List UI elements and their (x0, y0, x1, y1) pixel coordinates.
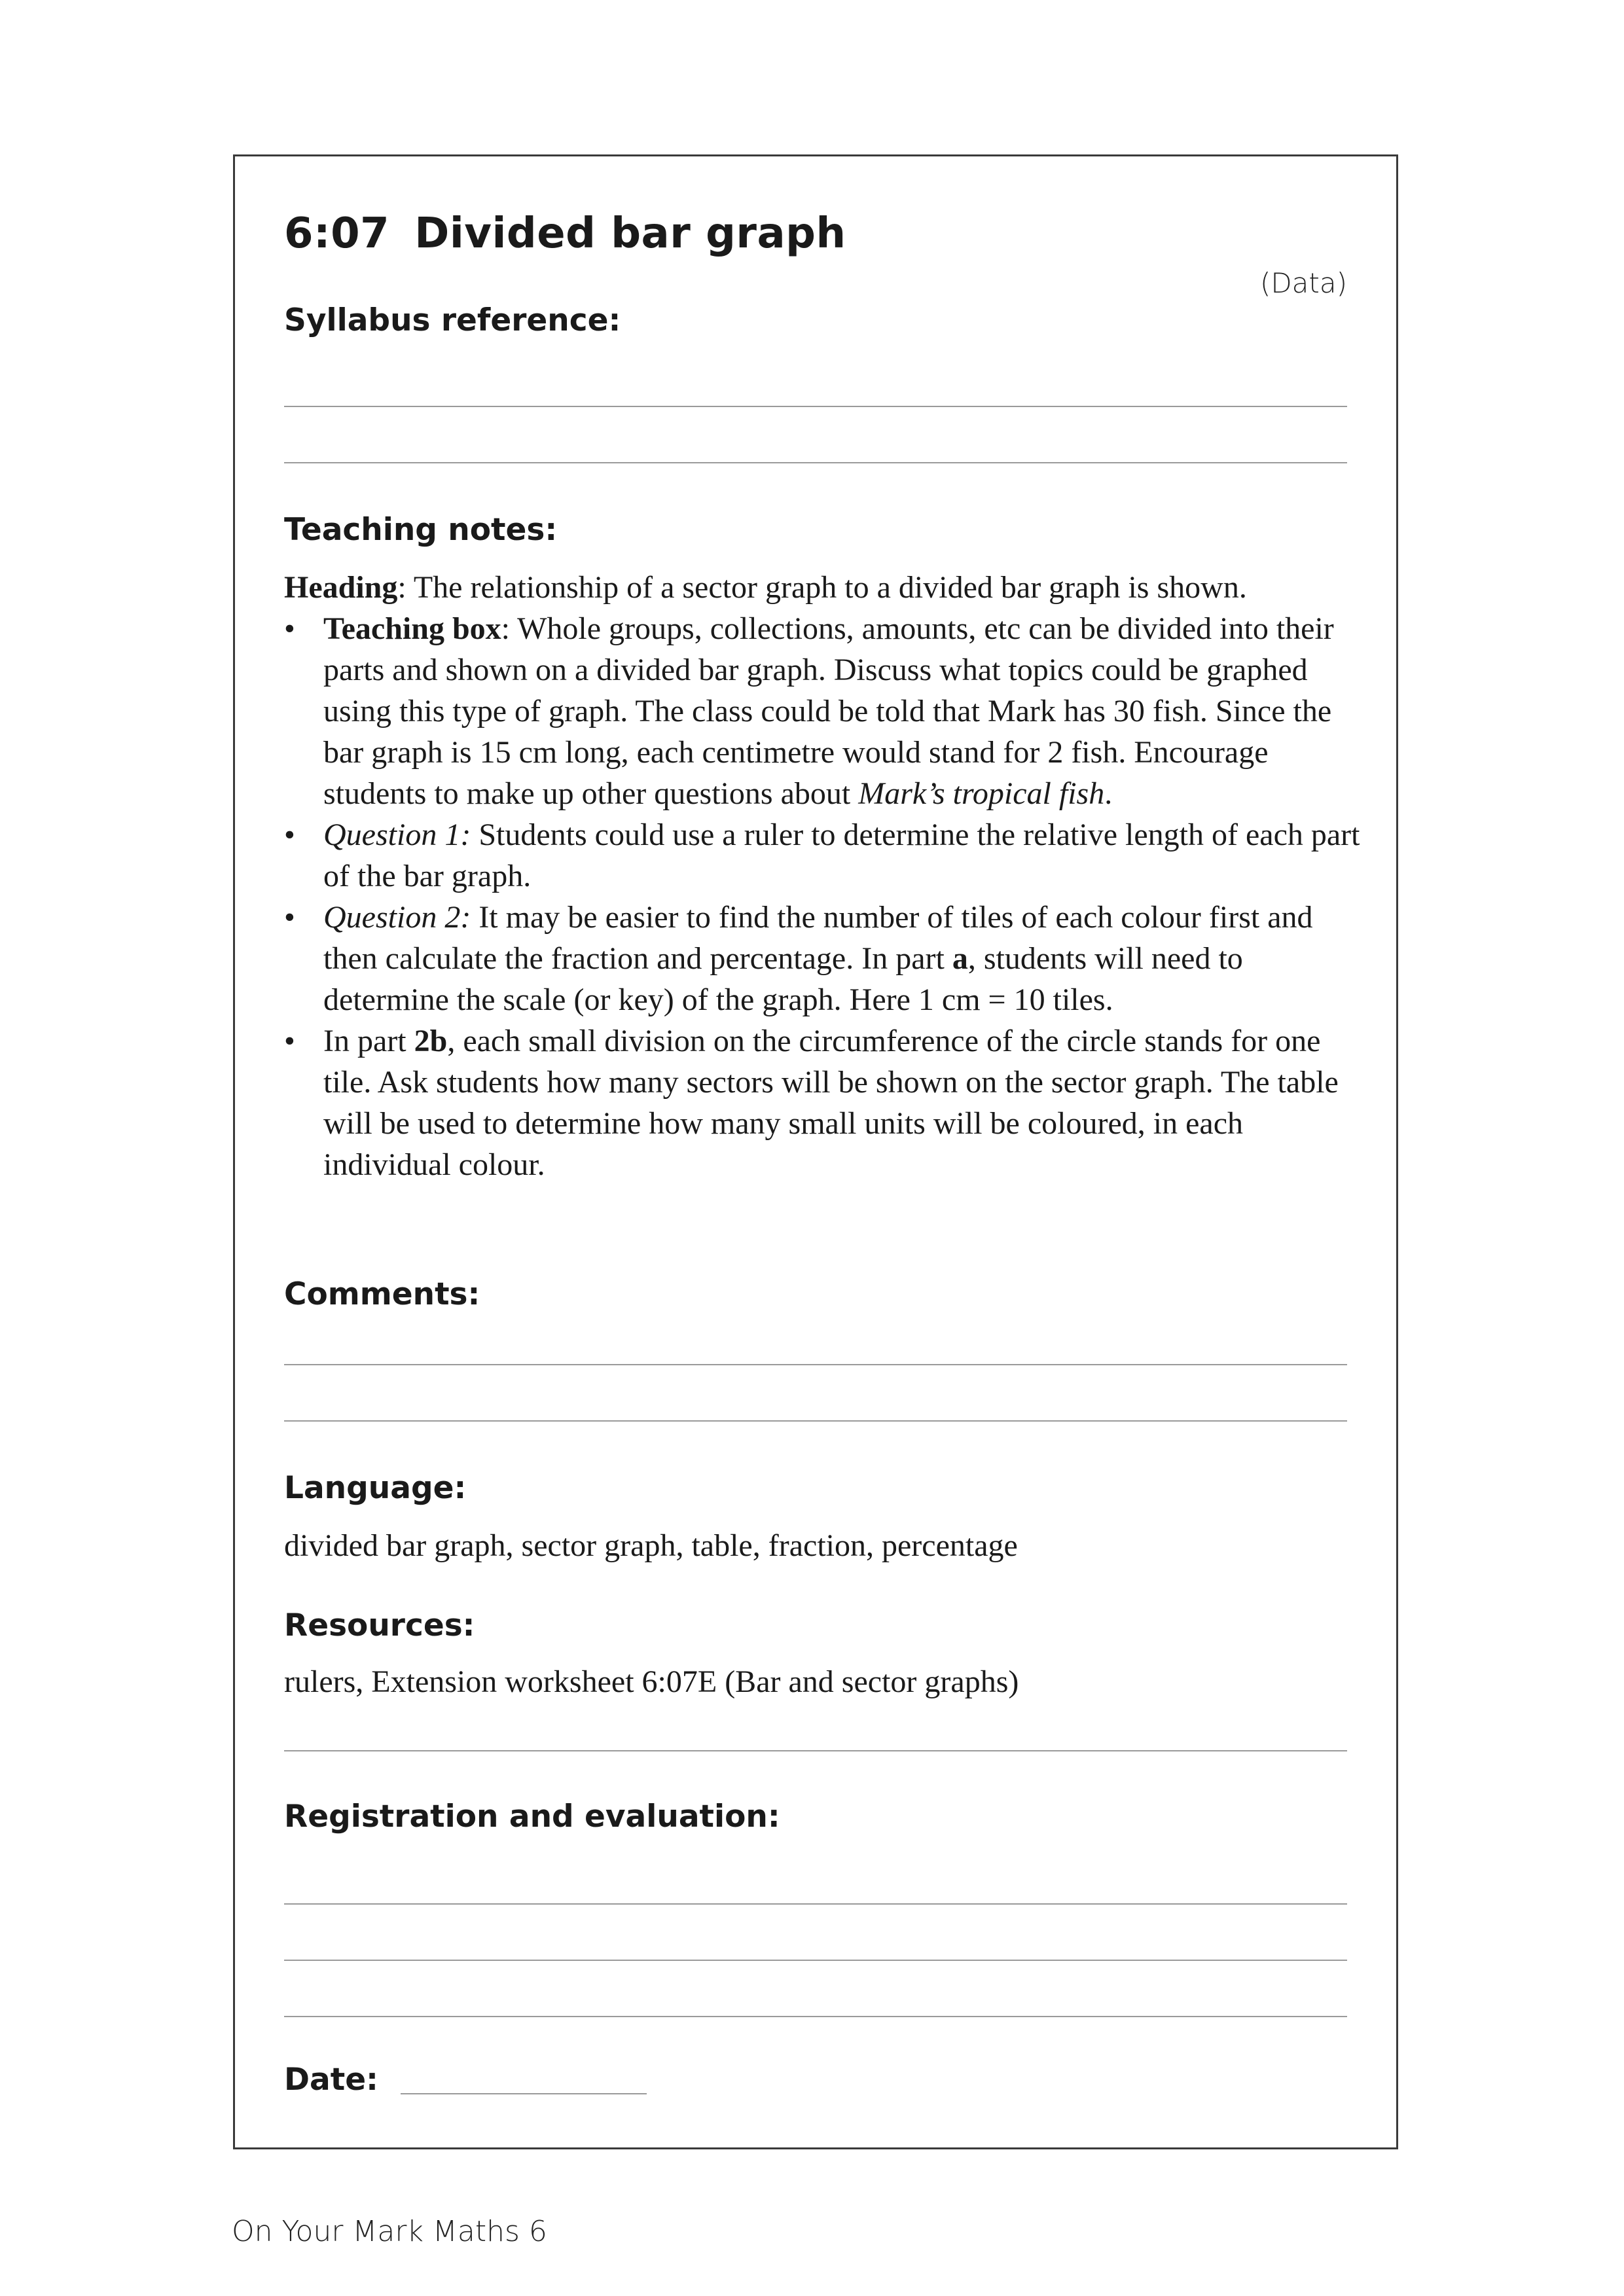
list-item (284, 1020, 1364, 1185)
bullet-italic: Mark’s tropical fish (858, 776, 1105, 811)
bullet-icon: • (284, 1024, 295, 1058)
syllabus-line-1[interactable] (284, 406, 1347, 407)
bullet-tail: . (1104, 776, 1113, 811)
bullet-label: Question 2: (323, 900, 471, 935)
bullet-text: In part (323, 1024, 414, 1058)
bullet-text-b: , students will need to determine the scale (or key) of the graph. Here 1 cm = 10 tiles. (323, 941, 1243, 1017)
language-text: divided bar graph, sector graph, table, fraction, percentage (284, 1528, 1018, 1563)
resources-text: rulers, Extension worksheet 6:07E (Bar and sector graphs) (284, 1664, 1019, 1699)
footer-text: On Your Mark Maths 6 (232, 2215, 547, 2248)
bullet-icon: • (284, 611, 295, 646)
intro-label: Heading (284, 570, 398, 605)
syllabus-heading: Syllabus reference: (284, 302, 621, 338)
bullet-label: Question 1: (323, 817, 471, 852)
bullet-text-b: , each small division on the circumference of the circle stands for one tile. Ask students how many sectors will be shown on the sector graph. The table will be used to determine how many small units will be coloured, in each individual colour. (323, 1024, 1339, 1182)
section-number: 6:07 (284, 209, 390, 258)
bullet-label: Teaching box (323, 611, 501, 646)
list-item (284, 608, 1364, 814)
teaching-notes-heading: Teaching notes: (284, 512, 558, 548)
comments-line-2[interactable] (284, 1420, 1347, 1422)
bullet-icon: • (284, 817, 295, 852)
comments-heading: Comments: (284, 1276, 480, 1312)
page-title (284, 209, 846, 258)
list-item (284, 814, 1364, 897)
registration-line-3[interactable] (284, 2016, 1347, 2017)
notes-intro (284, 567, 1364, 608)
bullet-bold: a (952, 941, 968, 976)
bullet-text: : Whole groups, collections, amounts, etc can be divided into their parts and shown on a divided bar graph. Discuss what topics could be graphed using this type of graph. The class could be told that Mark has 30 fish. Since the bar graph is 15 cm long, each centimetre would stand for 2 fish. Encourage students to make up other questions about (323, 611, 1334, 811)
registration-line-2[interactable] (284, 1960, 1347, 1961)
date-field-line[interactable] (401, 2093, 647, 2094)
strand-label: (Data) (1259, 267, 1347, 299)
registration-line-1[interactable] (284, 1903, 1347, 1905)
list-item (284, 897, 1364, 1020)
bullet-bold: 2b (414, 1024, 448, 1058)
section-title: Divided bar graph (414, 209, 846, 258)
bullet-text: It may be easier to find the number of tiles of each colour first and then calculate the fraction and percentage. In part (323, 900, 1313, 976)
syllabus-line-2[interactable] (284, 462, 1347, 463)
registration-heading: Registration and evaluation: (284, 1799, 780, 1835)
teaching-notes (284, 567, 1364, 1185)
resources-line[interactable] (284, 1750, 1347, 1751)
comments-line-1[interactable] (284, 1364, 1347, 1365)
resources-heading: Resources: (284, 1607, 475, 1643)
bullet-text: Students could use a ruler to determine the relative length of each part of the bar graph. (323, 817, 1360, 893)
language-heading: Language: (284, 1470, 467, 1506)
intro-text: : The relationship of a sector graph to a divided bar graph is shown. (397, 570, 1247, 605)
date-label: Date: (284, 2062, 378, 2098)
bullet-icon: • (284, 900, 295, 935)
